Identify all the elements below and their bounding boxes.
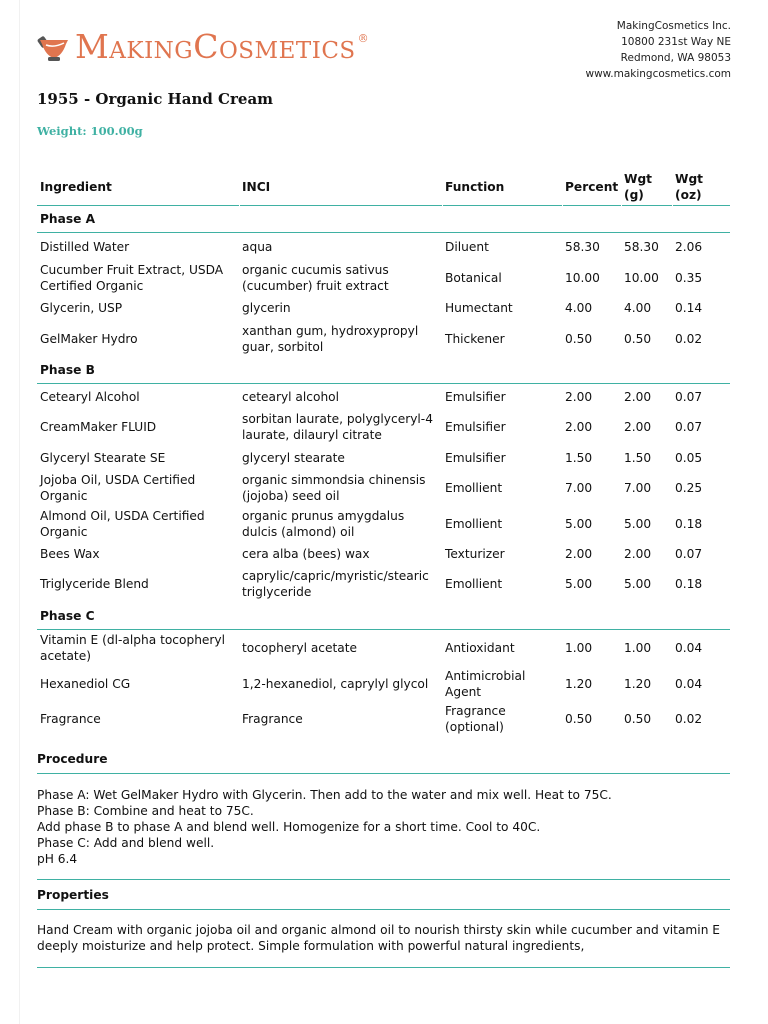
table-row: Cucumber Fruit Extract, USDA Certified Organic organic cucumis sativus (cucumber) fruit extract Botanical 10.00 10.00 0.35 bbox=[40, 263, 703, 293]
brand-logo[interactable] bbox=[37, 24, 369, 68]
divider bbox=[37, 879, 730, 880]
table-row: GelMaker Hydro xanthan gum, hydroxypropyl guar, sorbitol Thickener 0.50 0.50 0.02 bbox=[40, 324, 703, 354]
header-percent: Percent bbox=[565, 180, 619, 194]
divider bbox=[37, 909, 730, 910]
table-header bbox=[37, 170, 730, 206]
brand-wordmark: M AKING C OSMETICS ® bbox=[75, 26, 370, 66]
company-address bbox=[585, 18, 731, 82]
header-function: Function bbox=[445, 180, 505, 194]
table-row: Distilled Water aqua Diluent 58.30 58.30 2.06 bbox=[40, 240, 703, 254]
header-wgt-oz: Wgt (oz) bbox=[675, 172, 703, 202]
table-row: Triglyceride Blend caprylic/capric/myristic/stearic triglyceride Emollient 5.00 5.00 0.18 bbox=[40, 569, 703, 599]
page-edge bbox=[19, 0, 20, 1024]
table-row: Almond Oil, USDA Certified Organic organic prunus amygdalus dulcis (almond) oil Emollient 5.00 5.00 0.18 bbox=[40, 509, 703, 539]
divider bbox=[37, 773, 730, 774]
page-title: 1955 - Organic Hand Cream bbox=[37, 90, 274, 108]
properties-title: Properties bbox=[37, 888, 109, 902]
phase-a-header: Phase A bbox=[37, 209, 730, 233]
phase-c-header: Phase C bbox=[37, 606, 730, 630]
table-row: Bees Wax cera alba (bees) wax Texturizer 2.00 2.00 0.07 bbox=[40, 547, 703, 561]
table-row: Cetearyl Alcohol cetearyl alcohol Emulsifier 2.00 2.00 0.07 bbox=[40, 390, 703, 404]
procedure-title: Procedure bbox=[37, 752, 108, 766]
mortar-pestle-icon bbox=[37, 28, 71, 64]
table-row: Glyceryl Stearate SE glyceryl stearate Emulsifier 1.50 1.50 0.05 bbox=[40, 451, 703, 465]
header-ingredient: Ingredient bbox=[40, 180, 112, 194]
company-website[interactable]: www.makingcosmetics.com bbox=[585, 68, 731, 80]
table-row: CreamMaker FLUID sorbitan laurate, polyglyceryl-4 laurate, dilauryl citrate Emulsifier 2.00 2.00 0.07 bbox=[40, 412, 703, 442]
phase-b-header: Phase B bbox=[37, 360, 730, 384]
recipe-weight: Weight: 100.00g bbox=[37, 124, 143, 138]
company-street: 10800 231st Way NE bbox=[621, 36, 731, 48]
table-row: Vitamin E (dl-alpha tocopheryl acetate) tocopheryl acetate Antioxidant 1.00 1.00 0.04 bbox=[40, 633, 703, 663]
table-row: Fragrance Fragrance Fragrance (optional) 0.50 0.50 0.02 bbox=[40, 704, 703, 734]
procedure-text: Phase A: Wet GelMaker Hydro with Glycerin. Then add to the water and mix well. Heat to 75C. Phase B: Combine and heat to 75C. Add phase B to phase A and blend well. Homogenize for a short time. Cool to 40C. Phase C: Add and blend well. pH 6.4 bbox=[37, 788, 612, 866]
table-row: Jojoba Oil, USDA Certified Organic organic simmondsia chinensis (jojoba) seed oil Emollient 7.00 7.00 0.25 bbox=[40, 473, 703, 503]
header-inci: INCI bbox=[242, 180, 271, 194]
properties-text: Hand Cream with organic jojoba oil and organic almond oil to nourish thirsty skin while cucumber and vitamin E deeply moisturize and help protect. Simple formulation with powerful natural ingredients, bbox=[37, 923, 720, 953]
header-wgt-g: Wgt (g) bbox=[624, 172, 652, 202]
table-row: Hexanediol CG 1,2-hexanediol, caprylyl glycol Antimicrobial Agent 1.20 1.20 0.04 bbox=[40, 669, 703, 699]
divider bbox=[37, 967, 730, 968]
company-name: MakingCosmetics Inc. bbox=[616, 20, 731, 32]
table-row: Glycerin, USP glycerin Humectant 4.00 4.00 0.14 bbox=[40, 301, 703, 315]
company-city: Redmond, WA 98053 bbox=[620, 52, 731, 64]
